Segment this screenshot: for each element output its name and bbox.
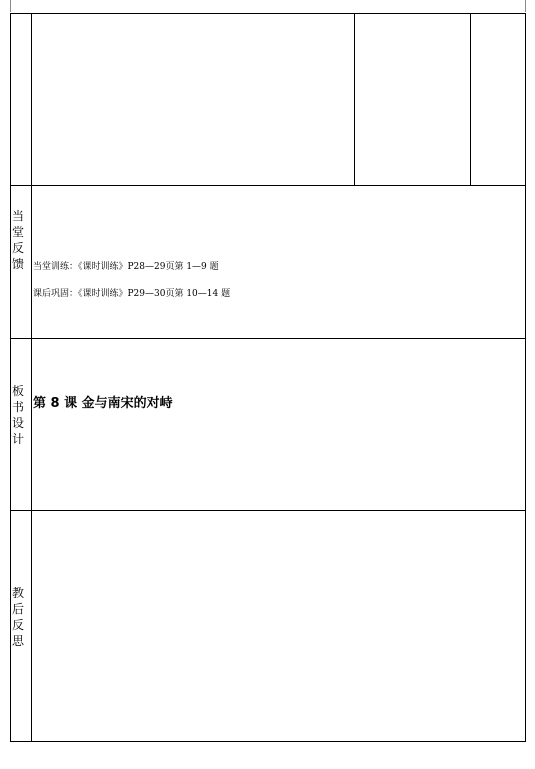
label-column-divider xyxy=(31,13,32,742)
board-design-section-label: 板书设计 xyxy=(11,384,24,446)
table-border-right xyxy=(525,13,526,742)
table-border-bottom xyxy=(10,741,526,742)
after-class-review-text: 课后巩固：《课时训练》P29—30页第 10—14 题 xyxy=(33,289,231,299)
row-divider-3 xyxy=(10,510,526,511)
top-row-divider-b xyxy=(470,13,471,186)
top-row-divider-a xyxy=(354,13,355,186)
table-border-top xyxy=(10,13,526,14)
row-divider-2 xyxy=(10,338,526,339)
crop-mark-top-right xyxy=(525,0,526,12)
lesson-title: 第 8 课 金与南宋的对峙 xyxy=(33,396,173,411)
class-practice-text: 当堂训练：《课时训练》P28—29页第 1—9 题 xyxy=(33,262,219,272)
crop-mark-top-left xyxy=(10,0,11,12)
row-divider-1 xyxy=(10,185,526,186)
feedback-section-label: 当堂反馈 xyxy=(11,209,24,271)
reflection-section-label: 教后反思 xyxy=(11,586,24,648)
